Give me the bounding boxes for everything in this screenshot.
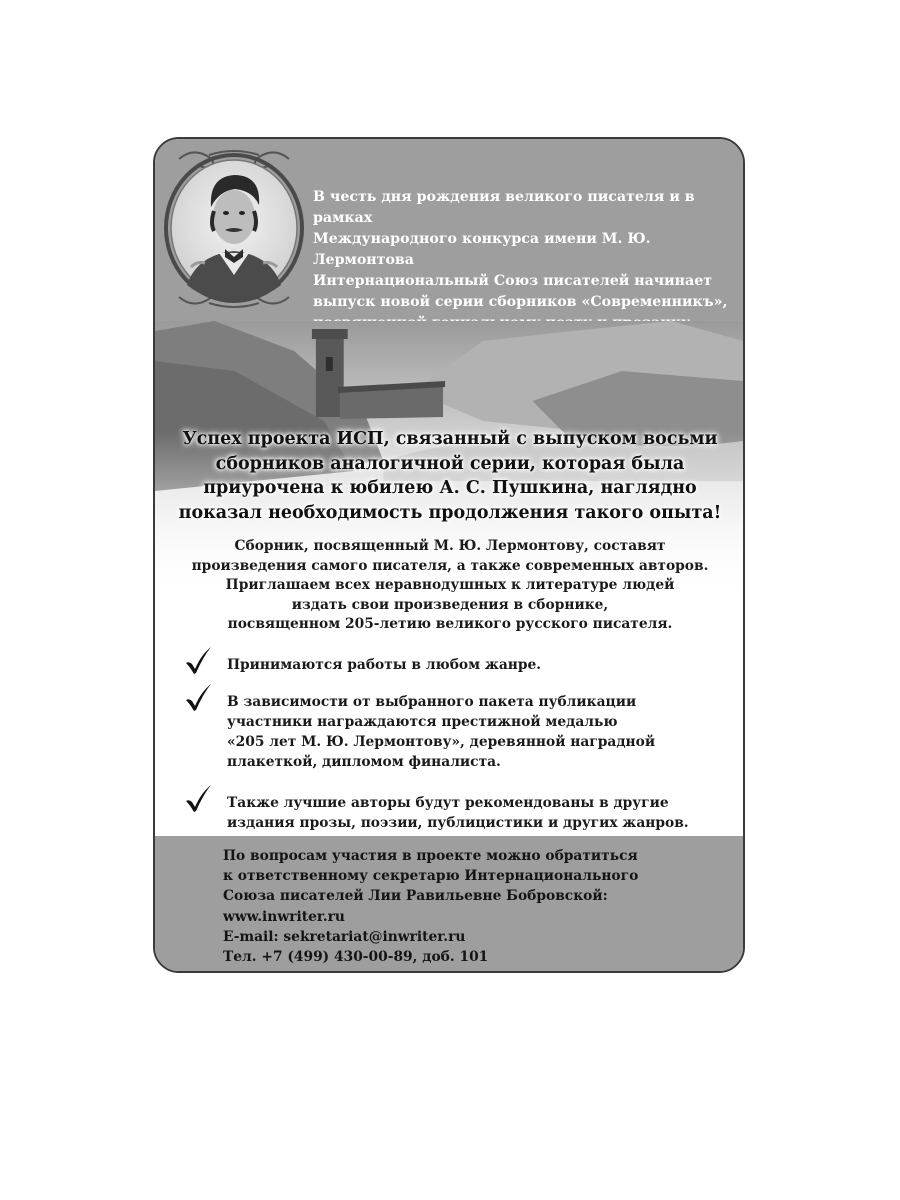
checkmark-icon <box>183 682 213 712</box>
contact-panel <box>155 836 743 973</box>
header-panel <box>155 139 743 321</box>
checkmark-icon <box>183 783 213 813</box>
website-link[interactable]: www.inwriter.ru <box>223 908 345 925</box>
benefit-text <box>227 692 717 772</box>
contact-line: По вопросам участия в проекте можно обратиться <box>223 848 638 864</box>
intro-line: выпуск новой серии сборников «Современникъ», <box>313 294 728 310</box>
contact-line: Союза писателей Лии Равильевне Бобровской: <box>223 888 608 905</box>
benefit-line: «205 лет М. Ю. Лермонтову», деревянной наградной <box>227 734 656 750</box>
headline-line: приурочена к юбилею А. С. Пушкина, наглядно <box>203 478 697 498</box>
intro-line: В честь дня рождения великого писателя и в рамках <box>313 189 695 226</box>
portrait-medallion-icon <box>159 145 309 311</box>
contact-line: к ответственному секретарю Интернационального <box>223 868 639 885</box>
benefit-line: В зависимости от выбранного пакета публикации <box>227 694 637 710</box>
description-line: Сборник, посвященный М. Ю. Лермонтову, составят <box>234 538 666 554</box>
checkmark-icon <box>183 645 213 675</box>
headline-line: показал необходимость продолжения такого опыта! <box>178 502 722 523</box>
benefit-text <box>227 655 717 675</box>
description <box>165 537 735 635</box>
headline-line: Успех проекта ИСП, связанный с выпуском восьми <box>182 429 718 449</box>
description-line: посвященном 205-летию великого русского писателя. <box>227 616 673 632</box>
benefit-line: плакеткой, дипломом финалиста. <box>227 754 501 770</box>
benefit-line: Также лучшие авторы будут рекомендованы в другие <box>227 795 669 811</box>
benefit-text <box>227 793 717 833</box>
intro-line: Интернациональный Союз писателей начинает <box>313 273 713 289</box>
intro-text <box>313 187 745 334</box>
headline-line: сборников аналогичной серии, которая была <box>215 453 685 474</box>
description-line: Приглашаем всех неравнодушных к литературе людей <box>225 577 675 593</box>
benefit-line: участники награждаются престижной медалью <box>227 714 618 730</box>
headline <box>165 427 735 525</box>
description-line: произведения самого писателя, а также современных авторов. <box>191 557 709 574</box>
contact-info <box>223 846 723 967</box>
email-link[interactable]: E-mail: sekretariat@inwriter.ru <box>223 928 466 945</box>
benefit-line: Принимаются работы в любом жанре. <box>227 657 542 673</box>
intro-line: Международного конкурса имени М. Ю. Лермонтова <box>313 231 651 268</box>
description-line: издать свои произведения в сборнике, <box>291 596 609 613</box>
benefit-line: издания прозы, поэзии, публицистики и других жанров. <box>227 815 689 831</box>
flyer-card <box>153 137 745 973</box>
phone-number: Тел. +7 (499) 430-00-89, доб. 101 <box>223 949 489 966</box>
